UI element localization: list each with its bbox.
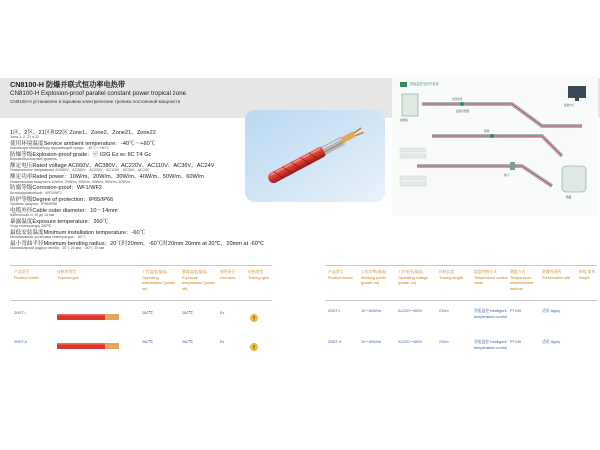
table-divider: [10, 300, 272, 301]
table-cell: 260℃: [182, 311, 193, 315]
diagram-label: 阀门: [504, 174, 510, 177]
table-header: 伴热类型 Tracing type: [248, 270, 269, 280]
spec-sub: Минимальный радиус изгиба：20℃ 20 мм，-60℃ 20 мм: [10, 246, 105, 251]
table-cell: AC220～660V: [398, 340, 423, 344]
table-cell-model: ZNST-I: [14, 311, 27, 315]
tank-icon: [562, 166, 586, 192]
table-header: 单线 简单 simple: [579, 270, 596, 280]
spec-sub: Уход температуру 260℃: [10, 223, 52, 228]
control-cabinet-icon: [402, 94, 418, 116]
system-diagram: [392, 76, 598, 216]
spec-item: [10, 219, 250, 229]
table-header: 工作电压(最高) Operating voltage (power on): [398, 270, 428, 285]
diagram-label: 电伴热带: [452, 98, 463, 101]
diagram-label: 控制箱: [400, 119, 408, 122]
spec-item: [10, 197, 250, 207]
spec-sub: Минимальная установка температура：-60℃: [10, 234, 86, 239]
spec-sub: Антикоррозионный：WF1/WF2: [10, 190, 62, 195]
spec-item: [10, 152, 250, 162]
table-header: 伴热带类型 Tropical type: [57, 270, 79, 280]
spec-sub: Номинальная мощность 10W/m, 20W/m, 30W/m, 40W/m, 50W/m, 60W/m: [10, 179, 130, 184]
spec-item: [10, 174, 250, 184]
spec-main: 最低安装温度Minimum installation temperature：-60℃: [10, 229, 146, 236]
table-cell: 适用 Apply: [542, 340, 561, 344]
monitor-icon: [568, 86, 586, 98]
spec-main: 暴露温度Exposure temperature：260℃: [10, 218, 109, 225]
page-title-ru: CN8100-H установлен в взрывом электрические тропика постоянной мощности: [10, 99, 181, 104]
diagram-label: 储罐: [566, 196, 572, 199]
heating-cable-image: [245, 110, 385, 202]
table-header: 温度控制方式 Temperature control mode: [474, 270, 508, 285]
table-divider: [325, 300, 597, 301]
table-cell: AC220～660V: [398, 309, 423, 313]
spec-main: 额定电压Rated voltage AC660V、AC380V、AC220V、AC110V、AC36V、AC24V: [10, 163, 215, 170]
table-cell: 210m: [439, 340, 449, 344]
spec-item: [10, 141, 250, 151]
table-header: 产品型号 Product model: [14, 270, 39, 280]
table-cell: Ex: [220, 311, 225, 315]
table-cell: 适用 Apply: [542, 309, 561, 313]
table-cell-model: ZNST-I: [328, 309, 341, 313]
page-title: CN8100-H 防爆并联式恒功率电热带: [10, 80, 126, 89]
spec-main: 防爆等级Explosion-proof grade：ⓔ II2G Ex ec IIC T4 Gc: [10, 152, 152, 159]
table-cell: 210m: [439, 309, 449, 313]
diagram-label: 管道: [484, 130, 490, 133]
table-header: 工作温度(最高) Operating temperature (power on): [142, 270, 176, 291]
spec-sub: Используя температуру окружающей среды：-40℃～+60℃: [10, 146, 110, 151]
warning-icon: [250, 338, 258, 346]
spec-sub: Уровень защиты：IP65/IP66: [10, 201, 58, 206]
table-cell: 260℃: [182, 340, 193, 344]
spec-sub: Номинальное напряжение AC660V、AC380V、AC220V、AC110V、AC36V、AC24V: [10, 168, 150, 173]
table-header: 伴热长度 Tracing length: [439, 270, 463, 280]
table-header: 工作功率(最高) Working power (power on): [361, 270, 387, 285]
valve-icon: [510, 162, 515, 170]
page-title-en: CN8100-H Explosion-proof parallel constant power tropical zone: [10, 90, 187, 97]
table-cell-model: ZNST-II: [14, 340, 28, 344]
warning-icon: [250, 309, 258, 317]
tape-swatch: [57, 337, 119, 345]
spec-main: 电缆外径Cable outer diameter：10～14mm: [10, 207, 118, 214]
table-cell: 智能温控 Intelligent temperature control: [474, 340, 507, 350]
table-cell: 260℃: [142, 311, 153, 315]
table-cell: 260℃: [142, 340, 153, 344]
spec-item: [10, 130, 250, 140]
spec-list: [10, 130, 265, 252]
spec-main: 使用环境温度Service ambient temperature：-40℃～+60℃: [10, 141, 156, 148]
table-header: 防爆性场所 Preservative site: [542, 270, 571, 280]
spec-sub: Взрывобезопасный уровень: [10, 157, 57, 162]
spec-sub: Кабельный от 10 до 14 мм: [10, 212, 55, 217]
diagram-label: 监控中心: [564, 104, 575, 107]
sensor-icon: [460, 102, 464, 106]
table-cell: PT100: [510, 340, 522, 344]
table-header: 测温方式 Temperature measurement method: [510, 270, 534, 291]
table-cell: 10～60W/m: [361, 340, 382, 344]
sensor-icon: [490, 134, 494, 138]
spec-main: 防腐等级Corrosion-proof：WF1/WF2: [10, 185, 102, 192]
table-header: 暴露温度(最高) Exposure temperature (power off): [182, 270, 216, 291]
spec-item: [10, 240, 265, 251]
spec-item: [10, 208, 250, 218]
tape-swatch: [57, 308, 119, 316]
spec-item: [10, 230, 250, 240]
spec-main: 额定功率Rated power：10W/m、20W/m、30W/m、40W/m、50W/m、60W/m: [10, 174, 204, 181]
table-divider: [10, 265, 272, 266]
logo-icon: [400, 82, 407, 87]
spec-main: 1区、2区、21区和22区 Zone1、Zone2、Zone21、Zone22: [10, 130, 156, 136]
spec-main: 最小弯曲半径Minimum bending radius：20℃时20mm，-60℃时20mm 20mm at 20℃，20mm at -60℃: [10, 240, 265, 247]
spec-main: 防护等级Degree of protection：IP65/IP66: [10, 196, 114, 203]
spec-item: [10, 185, 250, 195]
table-cell: PT100: [510, 309, 522, 313]
table-cell: 10～60W/m: [361, 309, 382, 313]
table-divider: [325, 265, 597, 266]
diagram-title: 智能温控电伴热系统: [410, 82, 439, 86]
diagram-label: 温度传感器: [456, 110, 469, 113]
table-cell: Ex: [220, 340, 225, 344]
table-header: 使用场合 Use area: [220, 270, 236, 280]
table-header: 产品型号 Product model: [328, 270, 353, 280]
table-cell: 智能温控 Intelligent temperature control: [474, 309, 507, 319]
spec-sub: Зона 1, 2, 21 и 22: [10, 135, 40, 140]
spec-item: [10, 163, 250, 173]
table-cell-model: ZNST-II: [328, 340, 342, 344]
